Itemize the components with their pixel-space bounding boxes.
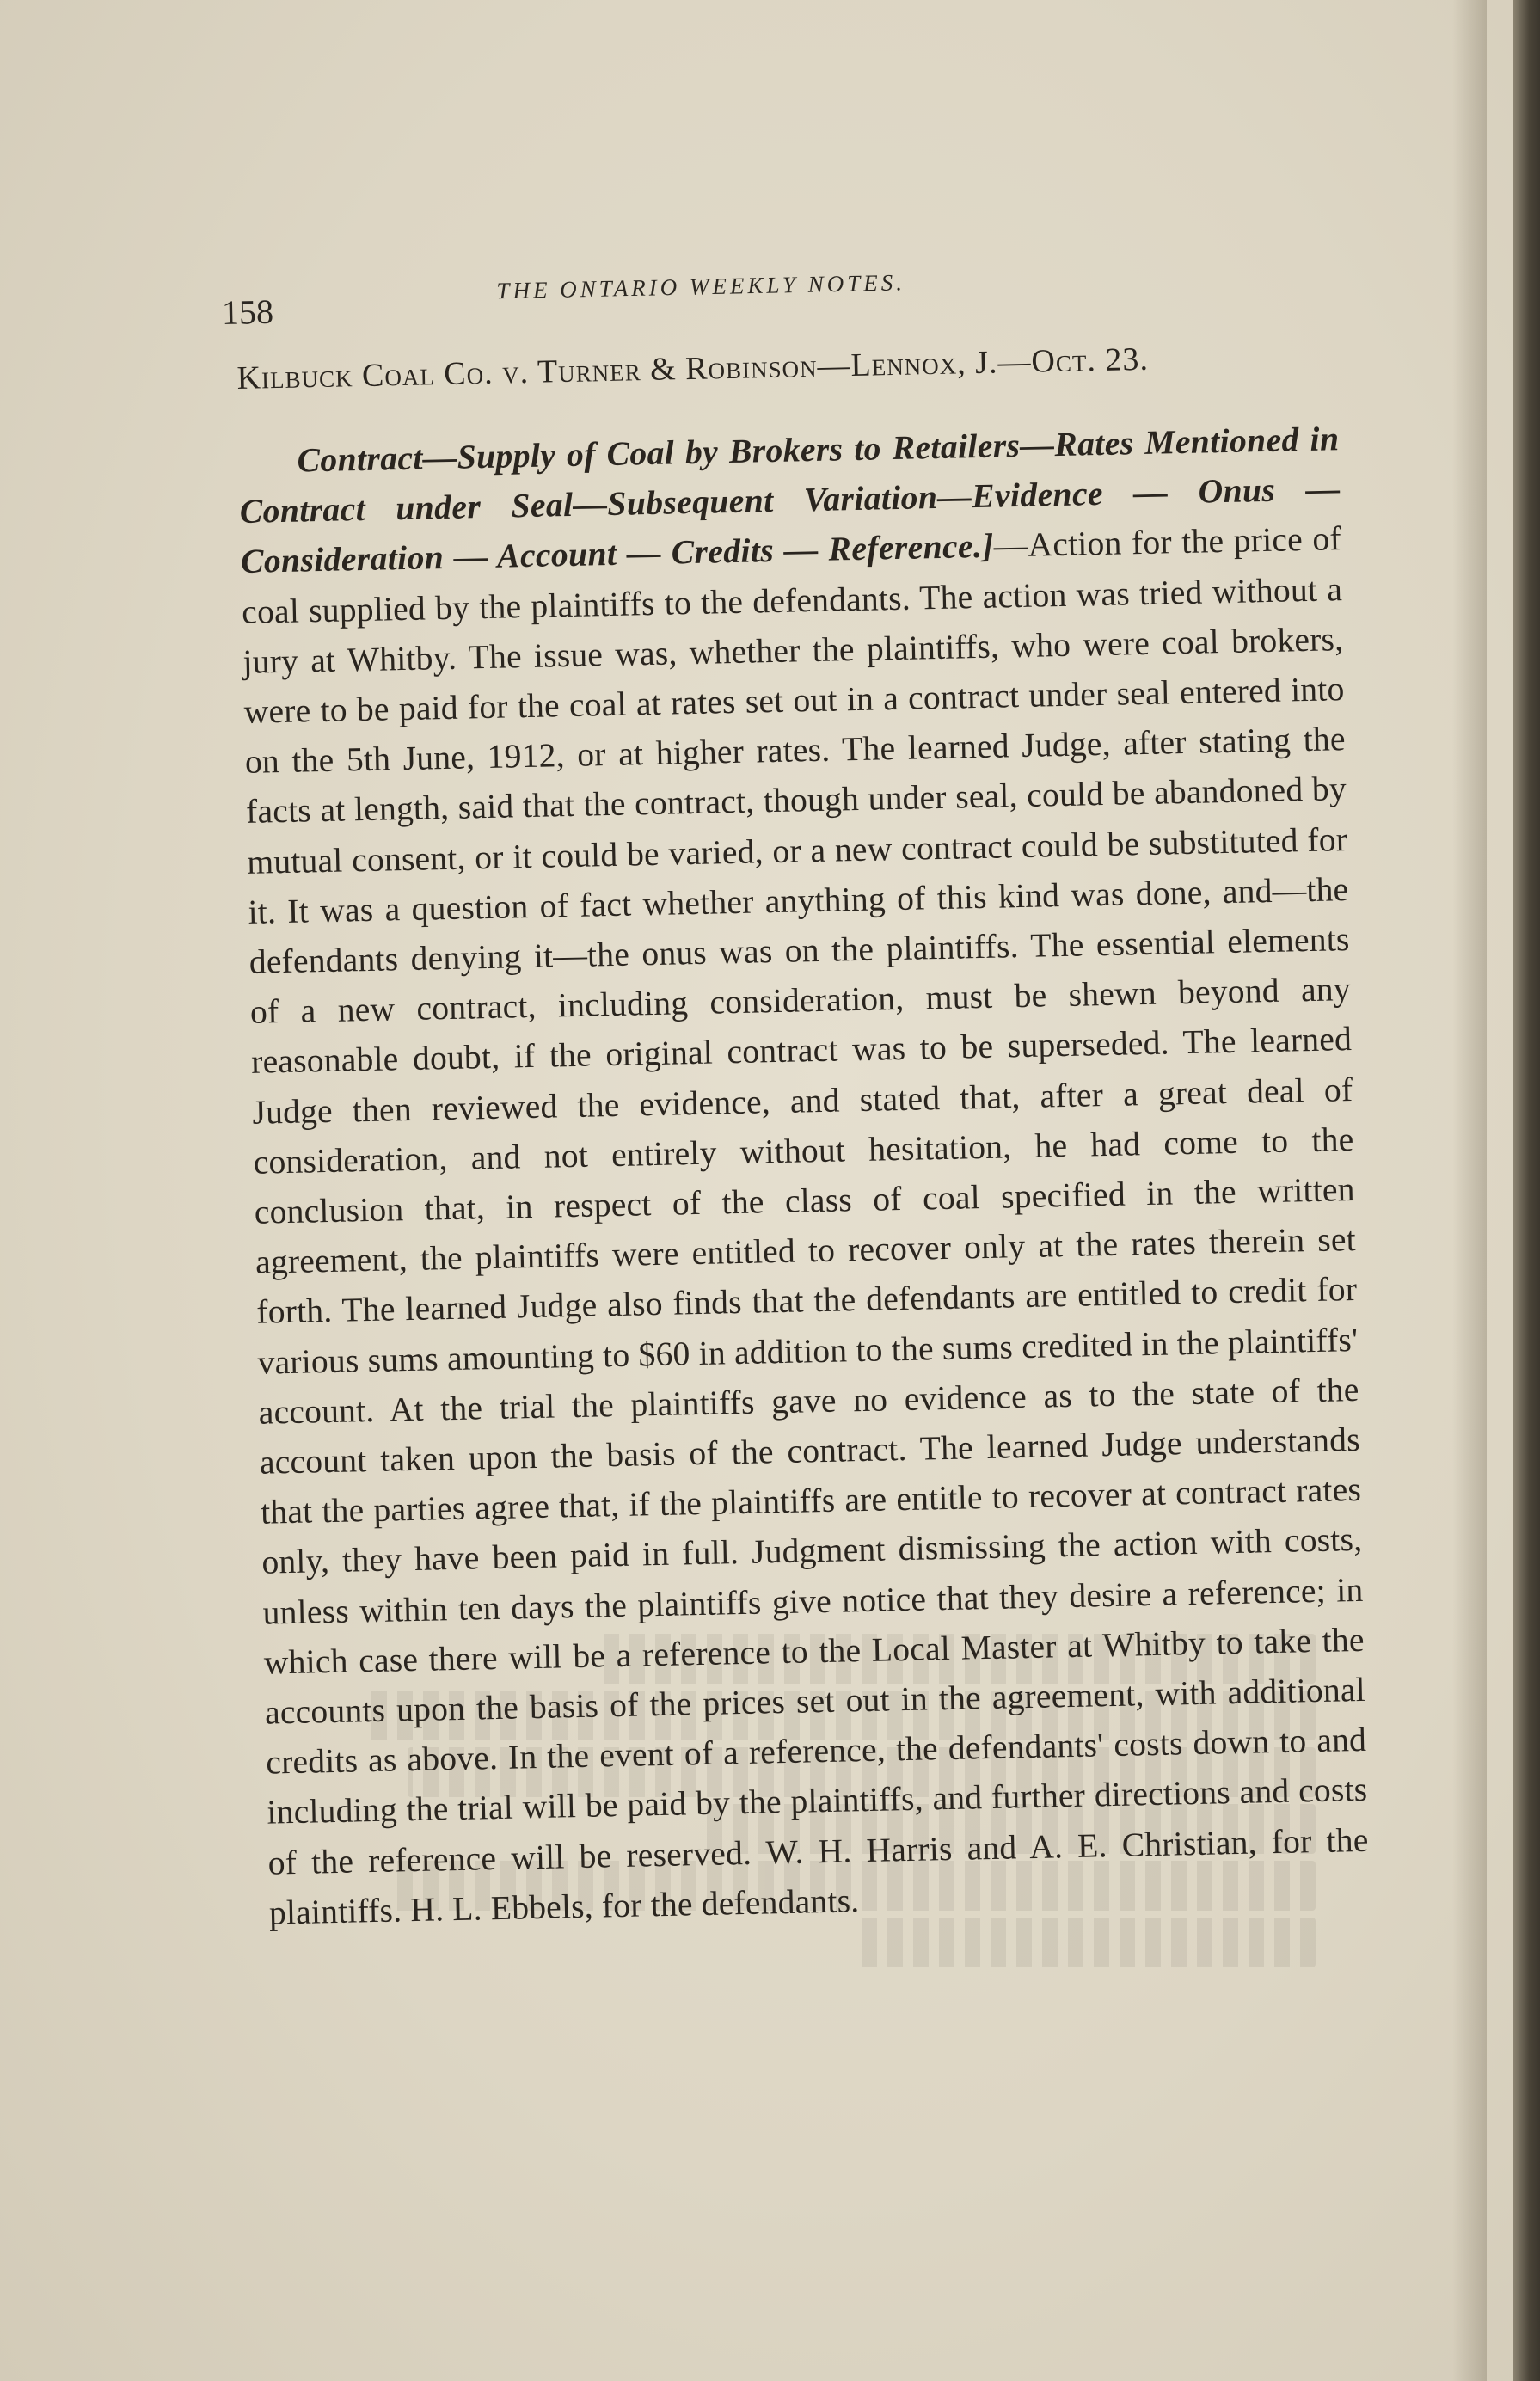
- case-heading: Kilbuck Coal Co. v. Turner & Robinson—Lennox, J.—Oct. 23.: [236, 341, 1150, 396]
- page-gutter-shadow: [1452, 0, 1487, 2381]
- case-report: [236, 331, 1370, 1937]
- page-edge: [1513, 0, 1540, 2381]
- running-head: [221, 250, 1314, 342]
- case-body: —Action for the price of coal supplied by the plaintiffs to the defendants. The action was tried without a jury at Whitby. The issue was, whether the plaintiffs, who were coal brokers, were to be paid for the coal at rates set out in a contract under seal entered into on the 5th June, 1912, or at higher rates. The learned Judge, after stating the facts at length, said that the contract, though under seal, could be abandoned by mutual consent, or it could be varied, or a new contract could be substituted for it. It was a question of fact whether anything of this kind was done, and—the defendants denying it—the onus was on the plaintiffs. The essential elements of a new contract, including consideration, must be shewn beyond any reasonable doubt, if the original contract was to be superseded. The learned Judge then reviewed the evidence, and stated that, after a great deal of consideration, and not entirely without hesitation, he had come to the conclusion that, in respect of the class of coal specified in the written agreement, the plaintiffs were entitled to recover only at the rates therein set forth. The learned Judge also finds that the defendants are entitled to credit for various sums amounting to $60 in addition to the sums credited in the plaintiffs' account. At the trial the plaintiffs gave no evidence as to the state of the account taken upon the basis of the contract. The learned Judge understands that the parties agree that, if the plaintiffs are entitle to recover at contract rates only, they have been paid in full. Judgment dismissing the action with costs, unless within ten days the plaintiffs give notice that they desire a reference; in which case there will be a reference to the Local Master at Whitby to take the accounts upon the basis of the prices set out in the agreement, with additional credits as above. In the event of a reference, the defendants' costs down to and including the trial will be paid by the plaintiffs, and further directions and costs of the reference will be reserved. W. H. Harris and A. E. Christian, for the plaintiffs. H. L. Ebbels, for the defendants.: [241, 519, 1369, 1932]
- page-number: 158: [221, 291, 274, 332]
- case-paragraph: [238, 414, 1370, 1938]
- case-headnote: Contract—Supply of Coal by Brokers to Retailers—Rates Mentioned in Contract under Seal—Subsequent Variation—Evidence — Onus — Consideration — Account — Credits — Reference.]: [239, 420, 1341, 581]
- journal-title: THE ONTARIO WEEKLY NOTES.: [496, 269, 906, 304]
